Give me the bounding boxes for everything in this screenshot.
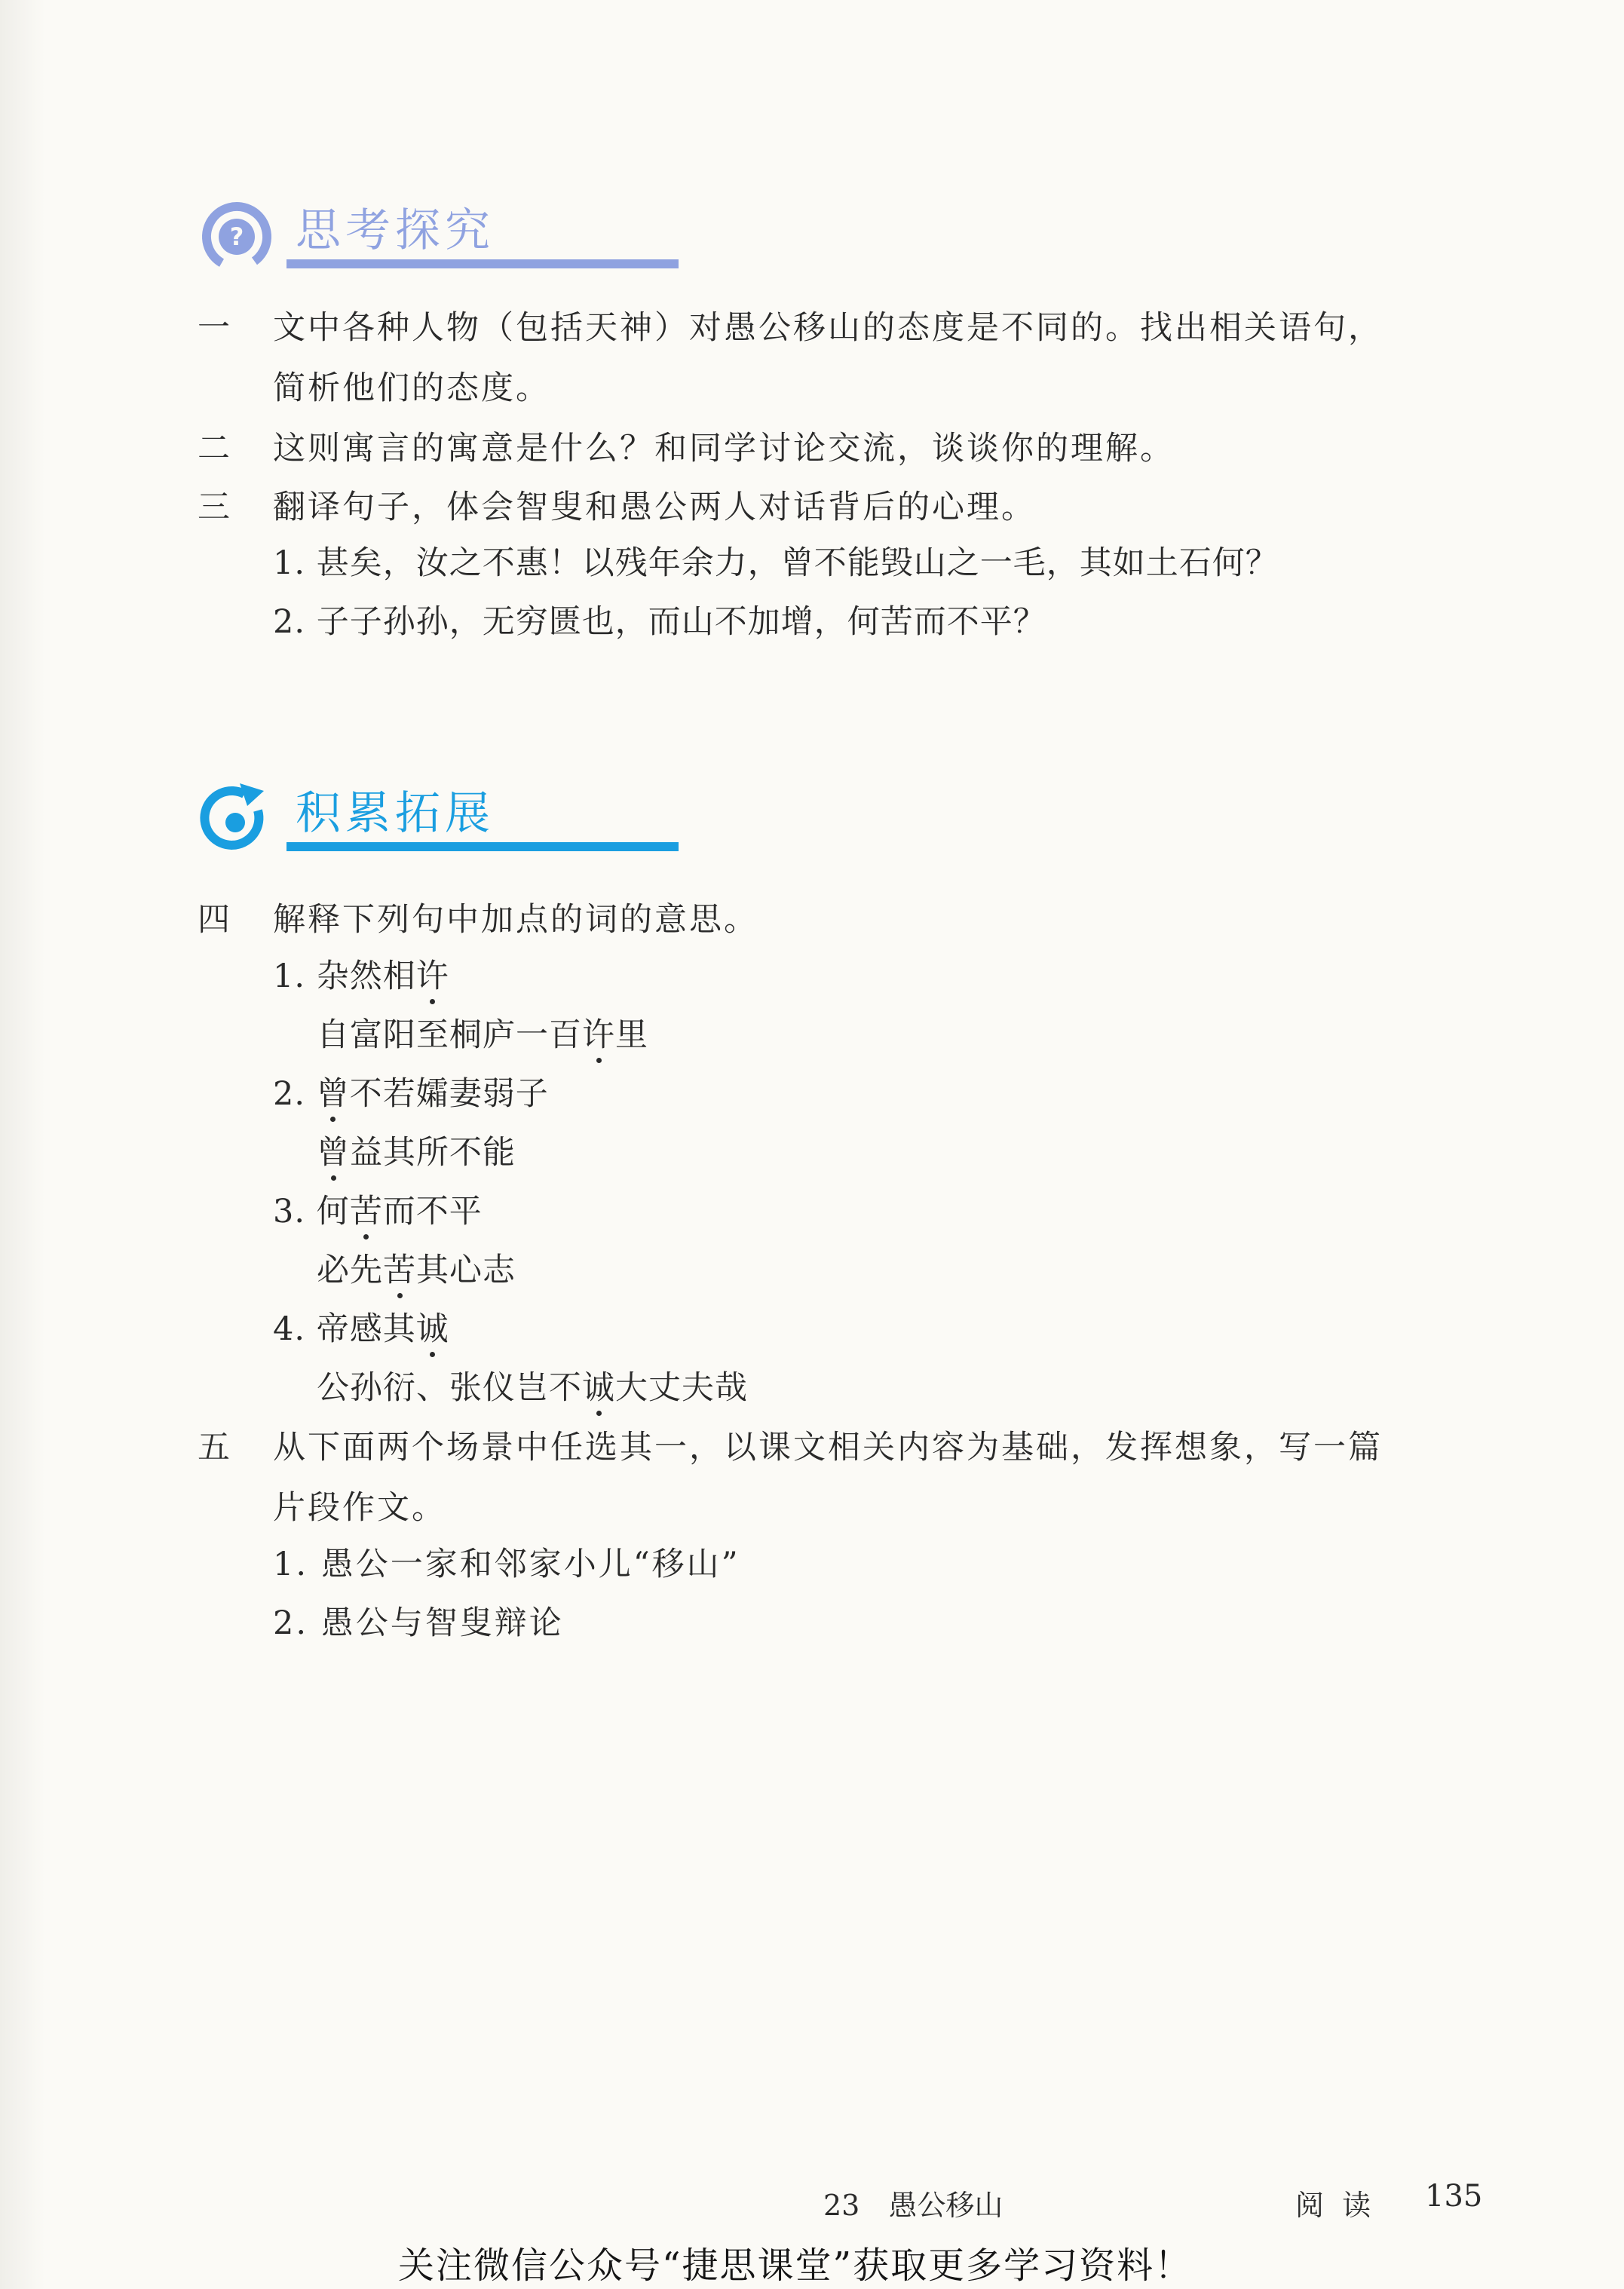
section-underline bbox=[286, 259, 679, 268]
question-text: 解释下列句中加点的词的意思。 bbox=[273, 901, 758, 939]
word-item-4: 4. 帝感其诚 bbox=[273, 1310, 449, 1348]
svg-text:?: ? bbox=[229, 222, 244, 251]
question-circle-icon bbox=[198, 198, 273, 273]
question-number: 二 bbox=[198, 430, 230, 467]
sentence-item: 1. 甚矣，汝之不惠！以残年余力，曾不能毁山之一毛，其如土石何？ bbox=[273, 544, 1279, 582]
page-edge bbox=[0, 0, 45, 2289]
question-text: 文中各种人物（包括天神）对愚公移山的态度是不同的。找出相关语句， bbox=[273, 309, 1383, 347]
scene-item: 2. 愚公与智叟辩论 bbox=[273, 1604, 564, 1642]
question-text: 这则寓言的寓意是什么？和同学讨论交流，谈谈你的理解。 bbox=[273, 430, 1175, 467]
section-title: 积累拓展 bbox=[296, 787, 495, 840]
dotted-word: 诚 bbox=[582, 1369, 615, 1407]
question-text-cont: 片段作文。 bbox=[273, 1489, 446, 1527]
question-number: 五 bbox=[198, 1429, 230, 1466]
dotted-word: 曾 bbox=[317, 1134, 350, 1172]
dotted-word: 诚 bbox=[415, 1310, 449, 1348]
scene-item: 1. 愚公一家和邻家小儿“移山” bbox=[273, 1546, 740, 1583]
footer-section: 阅 读 bbox=[1295, 2189, 1376, 2222]
dotted-word: 许 bbox=[582, 1016, 615, 1054]
question-number: 三 bbox=[198, 489, 230, 526]
item-number: 2. bbox=[273, 1075, 306, 1113]
section-underline bbox=[286, 842, 679, 851]
question-number: 四 bbox=[198, 901, 230, 939]
question-number: 一 bbox=[198, 309, 230, 347]
question-text: 翻译句子，体会智叟和愚公两人对话背后的心理。 bbox=[273, 489, 1036, 526]
dotted-word: 苦 bbox=[349, 1193, 383, 1230]
section-title: 思考探究 bbox=[296, 204, 495, 257]
promo-banner: 关注微信公众号“捷思课堂”获取更多学习资料！ bbox=[398, 2245, 1193, 2287]
question-text: 从下面两个场景中任选其一，以课文相关内容为基础，发挥想象，写一篇 bbox=[273, 1429, 1383, 1466]
item-number: 1. bbox=[273, 958, 306, 995]
word-item-4-example: 公孙衍、张仪岂不诚大丈夫哉 bbox=[317, 1369, 748, 1407]
word-item-1: 1. 杂然相许 bbox=[273, 958, 449, 995]
item-number: 4. bbox=[273, 1310, 306, 1348]
sentence-item: 2. 子子孙孙，无穷匮也，而山不加增，何苦而不平？ bbox=[273, 603, 1046, 641]
word-item-3: 3. 何苦而不平 bbox=[273, 1193, 483, 1230]
footer-lesson: 23 愚公移山 bbox=[823, 2189, 1004, 2222]
dotted-word: 许 bbox=[415, 958, 449, 995]
word-item-2: 2. 曾不若孀妻弱子 bbox=[273, 1075, 549, 1113]
item-number: 3. bbox=[273, 1193, 306, 1230]
question-text-cont: 简析他们的态度。 bbox=[273, 369, 550, 407]
page-number: 135 bbox=[1425, 2179, 1483, 2214]
word-item-1-example: 自富阳至桐庐一百许里 bbox=[317, 1016, 648, 1054]
dotted-word: 苦 bbox=[383, 1252, 416, 1289]
circular-arrow-icon bbox=[198, 780, 273, 856]
word-item-3-example: 必先苦其心志 bbox=[317, 1252, 516, 1289]
word-item-2-example: 曾益其所不能 bbox=[317, 1134, 516, 1172]
dotted-word: 曾 bbox=[316, 1075, 350, 1113]
